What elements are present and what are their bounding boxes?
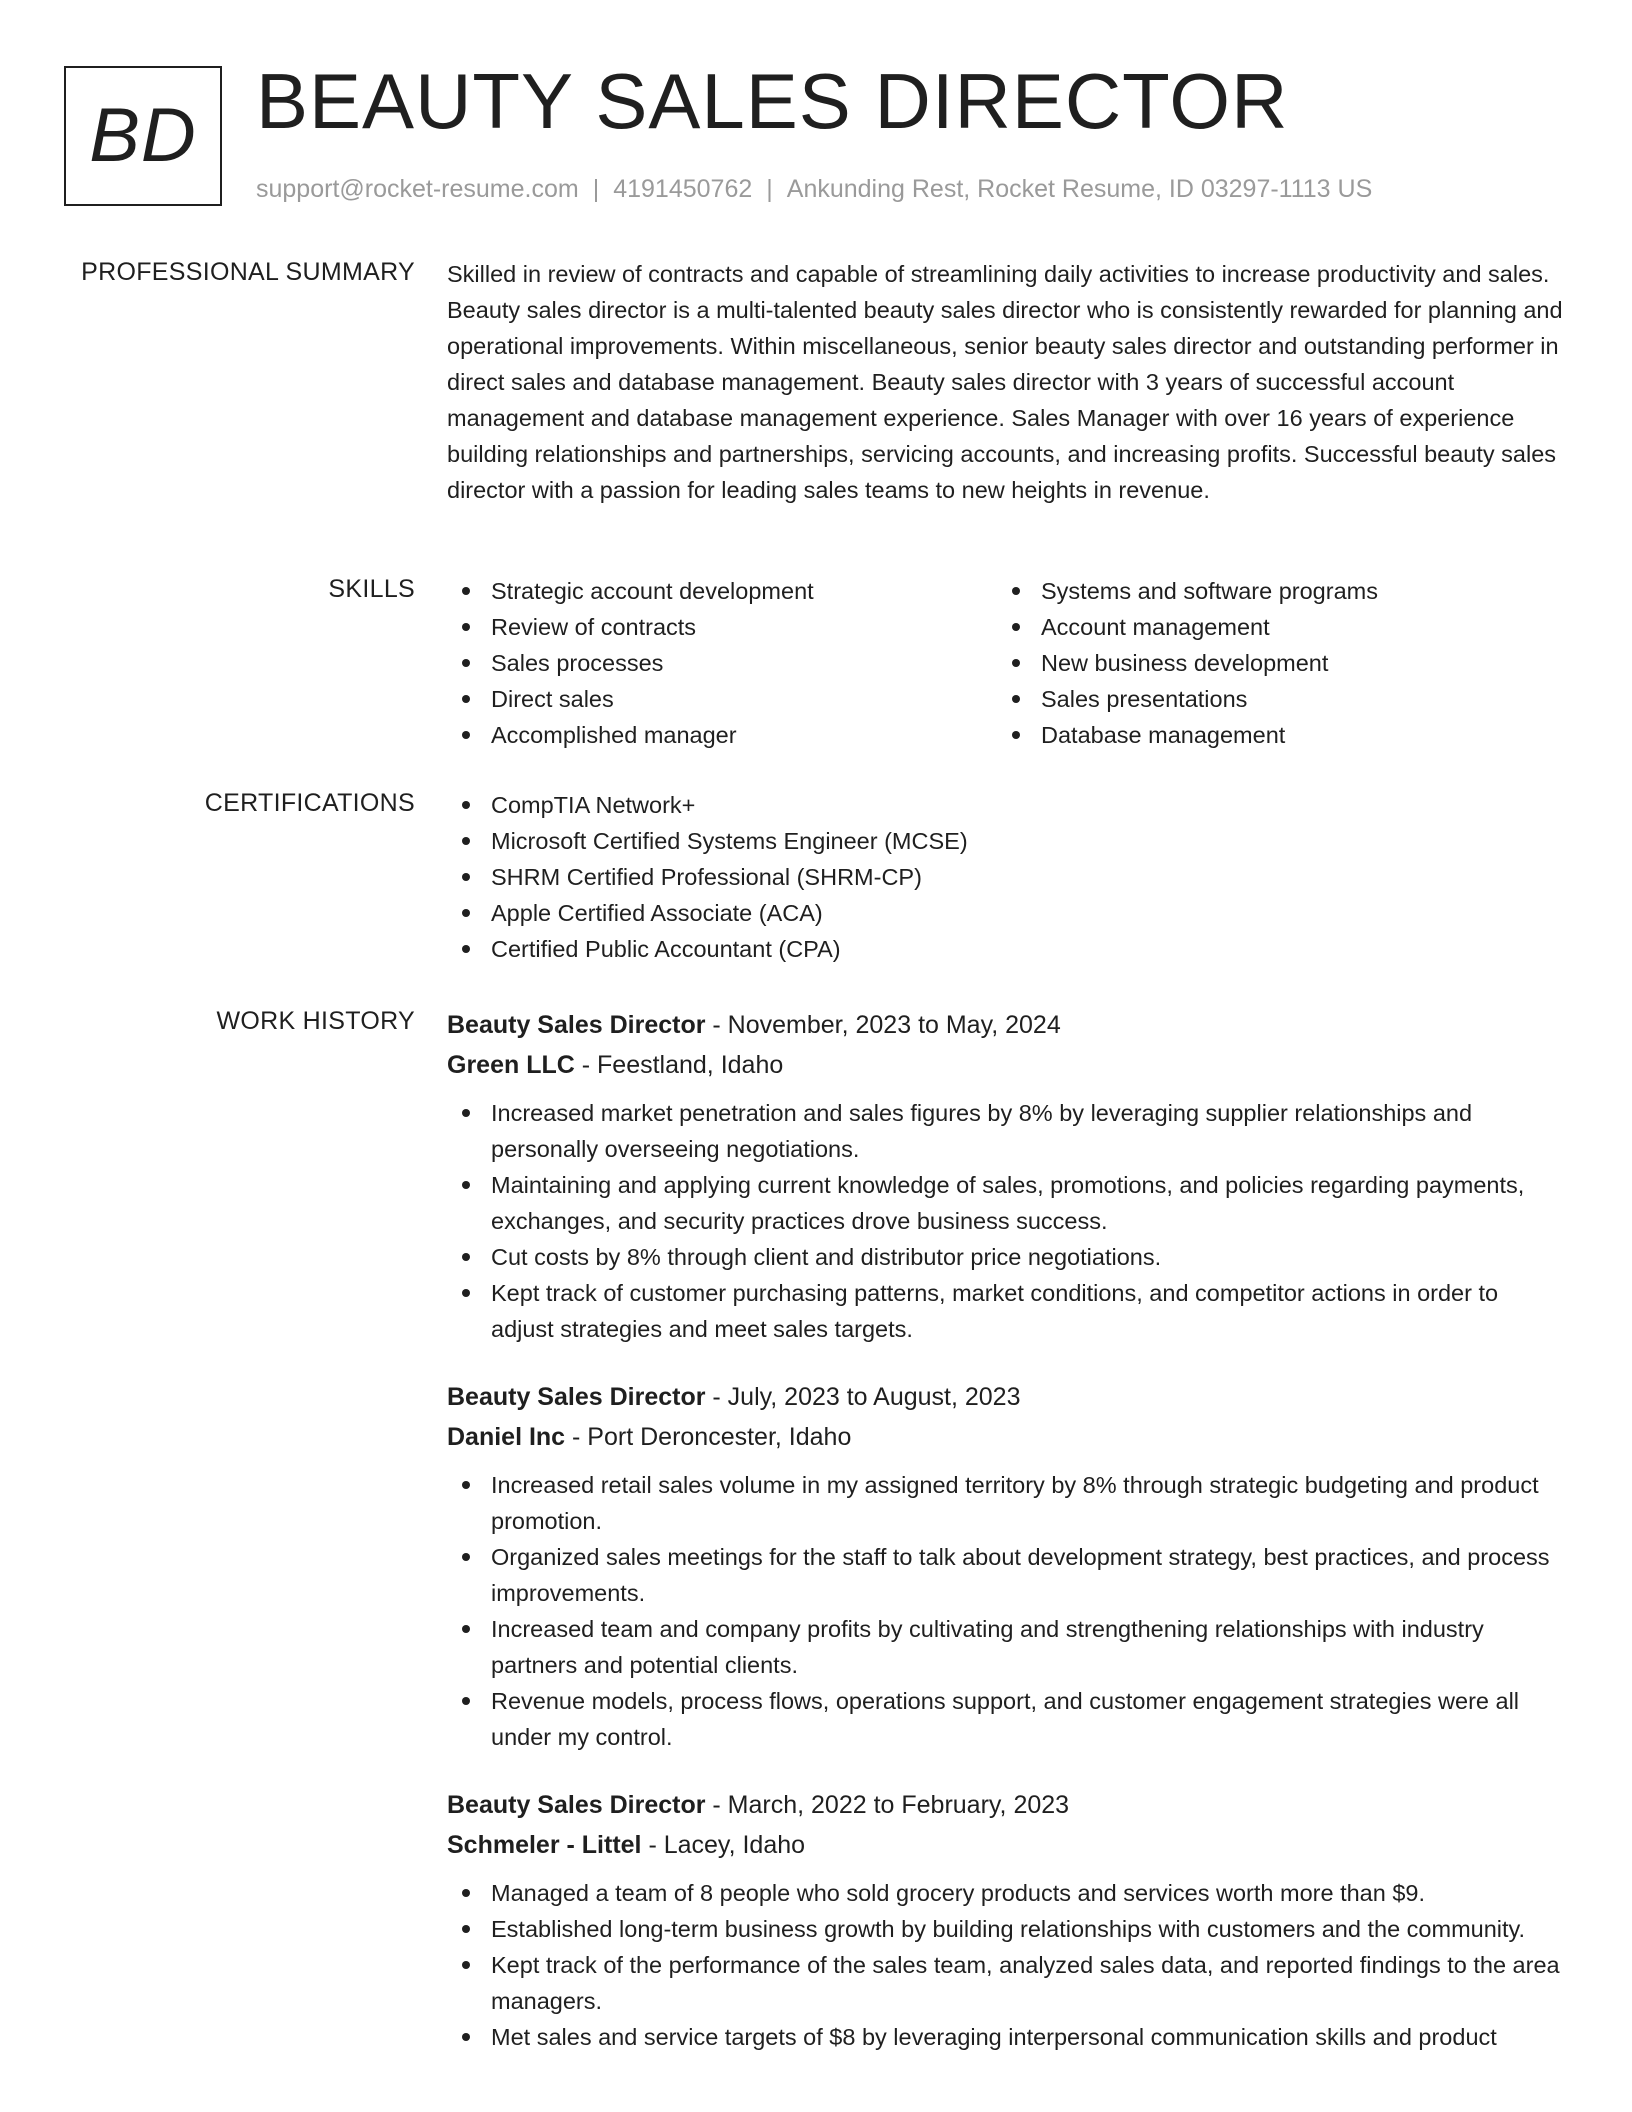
job-company: Schmeler - Littel bbox=[447, 1831, 642, 1859]
summary-text: Skilled in review of contracts and capable of streamlining daily activities to increase productivity and sales. Beauty sales director is a multi-talented beauty sales director who is consistently rewarded for planning and operational improvements. Within miscellaneous, senior beauty sales director and outstanding performer in direct sales and database management. Beauty sales director with 3 years of successful account management and database management experience. Sales Manager with over 16 years of experience building relationships and partnerships, servicing accounts, and increasing profits. Successful beauty sales director with a passion for leading sales teams to new heights in revenue. bbox=[447, 261, 1563, 503]
job-dates: - July, 2023 to August, 2023 bbox=[705, 1383, 1021, 1411]
work-history-body bbox=[447, 1005, 1567, 2055]
job-bullet: Kept track of customer purchasing patterns, market conditions, and competitor actions in order to adjust strategies and meet sales targets. bbox=[447, 1275, 1567, 1347]
contact-phone: 4191450762 bbox=[613, 175, 753, 203]
contact-separator: | bbox=[766, 175, 773, 203]
job-bullet: Increased retail sales volume in my assigned territory by 8% through strategic budgeting and product promotion. bbox=[447, 1467, 1567, 1539]
contact-address: Ankunding Rest, Rocket Resume, ID 03297-1113 US bbox=[786, 175, 1373, 203]
certification-item: Microsoft Certified Systems Engineer (MCSE) bbox=[447, 823, 1567, 859]
skill-item: Direct sales bbox=[447, 681, 997, 717]
job-company-line bbox=[447, 1045, 1567, 1085]
job-bullet: Organized sales meetings for the staff to talk about development strategy, best practices, and process improvements. bbox=[447, 1539, 1567, 1611]
monogram-initials: BD bbox=[89, 93, 197, 178]
skills-body bbox=[447, 573, 1567, 753]
skill-item: Sales presentations bbox=[997, 681, 1547, 717]
skills-list-left bbox=[447, 573, 997, 753]
job-role-line bbox=[447, 1377, 1567, 1417]
summary-body bbox=[447, 256, 1567, 508]
job-role-line bbox=[447, 1005, 1567, 1045]
job-entry bbox=[447, 1377, 1567, 1755]
summary-heading: PROFESSIONAL SUMMARY bbox=[81, 258, 415, 286]
job-bullet: Established long-term business growth by building relationships with customers and the community. bbox=[447, 1911, 1567, 1947]
job-role-line bbox=[447, 1785, 1567, 1825]
job-bullet: Kept track of the performance of the sales team, analyzed sales data, and reported findings to the area managers. bbox=[447, 1947, 1567, 2019]
job-bullet: Cut costs by 8% through client and distributor price negotiations. bbox=[447, 1239, 1567, 1275]
resume-title: BEAUTY SALES DIRECTOR bbox=[256, 57, 1289, 145]
job-company-line bbox=[447, 1825, 1567, 1865]
certification-item: SHRM Certified Professional (SHRM-CP) bbox=[447, 859, 1567, 895]
certifications-heading: CERTIFICATIONS bbox=[204, 789, 415, 817]
skill-item: Database management bbox=[997, 717, 1547, 753]
job-bullet: Maintaining and applying current knowledge of sales, promotions, and policies regarding payments, exchanges, and security practices drove business success. bbox=[447, 1167, 1567, 1239]
job-company: Green LLC bbox=[447, 1051, 575, 1079]
job-location: - Port Deroncester, Idaho bbox=[565, 1423, 852, 1451]
skill-item: New business development bbox=[997, 645, 1547, 681]
job-bullet: Increased team and company profits by cultivating and strengthening relationships with industry partners and potential clients. bbox=[447, 1611, 1567, 1683]
job-bullets bbox=[447, 1095, 1567, 1347]
job-role: Beauty Sales Director bbox=[447, 1383, 706, 1411]
skills-heading: SKILLS bbox=[328, 575, 415, 603]
job-bullet: Revenue models, process flows, operations support, and customer engagement strategies were all under my control. bbox=[447, 1683, 1567, 1755]
job-location: - Lacey, Idaho bbox=[641, 1831, 806, 1859]
certifications-body bbox=[447, 787, 1567, 967]
certifications-list bbox=[447, 787, 1567, 967]
job-bullet: Increased market penetration and sales figures by 8% by leveraging supplier relationships and personally overseeing negotiations. bbox=[447, 1095, 1567, 1167]
job-company-line bbox=[447, 1417, 1567, 1457]
job-role: Beauty Sales Director bbox=[447, 1011, 706, 1039]
job-dates: - March, 2022 to February, 2023 bbox=[705, 1791, 1070, 1819]
contact-separator: | bbox=[592, 175, 600, 203]
monogram-logo bbox=[64, 66, 222, 206]
skill-item: Sales processes bbox=[447, 645, 997, 681]
certification-item: Certified Public Accountant (CPA) bbox=[447, 931, 1567, 967]
certification-item: CompTIA Network+ bbox=[447, 787, 1567, 823]
job-role: Beauty Sales Director bbox=[447, 1791, 706, 1819]
contact-email: support@rocket-resume.com bbox=[256, 175, 579, 203]
skill-item: Account management bbox=[997, 609, 1547, 645]
job-bullets bbox=[447, 1467, 1567, 1755]
job-bullets bbox=[447, 1875, 1567, 2055]
contact-line bbox=[256, 174, 1372, 204]
work-history-heading: WORK HISTORY bbox=[216, 1007, 415, 1035]
skills-list-right bbox=[997, 573, 1547, 753]
skill-item: Systems and software programs bbox=[997, 573, 1547, 609]
job-bullet: Managed a team of 8 people who sold grocery products and services worth more than $9. bbox=[447, 1875, 1567, 1911]
job-location: - Feestland, Idaho bbox=[574, 1051, 784, 1079]
job-entry bbox=[447, 1005, 1567, 1347]
job-bullet: Met sales and service targets of $8 by leveraging interpersonal communication skills and product bbox=[447, 2019, 1567, 2055]
skill-item: Accomplished manager bbox=[447, 717, 997, 753]
skill-item: Review of contracts bbox=[447, 609, 997, 645]
job-company: Daniel Inc bbox=[447, 1423, 566, 1451]
skill-item: Strategic account development bbox=[447, 573, 997, 609]
job-dates: - November, 2023 to May, 2024 bbox=[705, 1011, 1061, 1039]
certification-item: Apple Certified Associate (ACA) bbox=[447, 895, 1567, 931]
job-entry bbox=[447, 1785, 1567, 2055]
